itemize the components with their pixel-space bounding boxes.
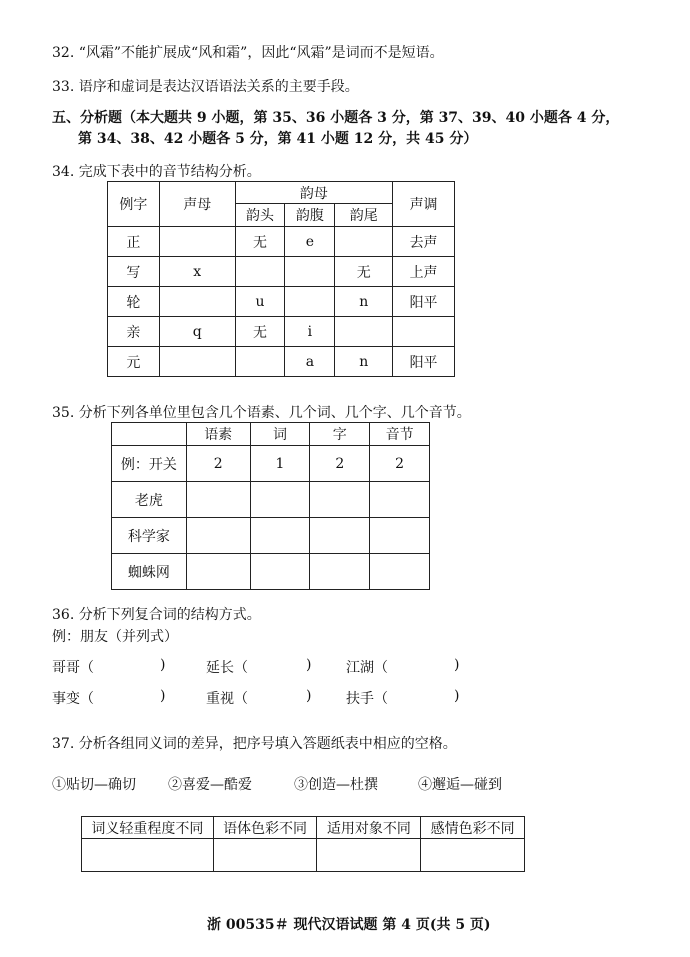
table-cell: 2 bbox=[370, 446, 430, 482]
header-cell: 语体色彩不同 bbox=[213, 817, 317, 839]
compound-word-item bbox=[346, 657, 388, 677]
table-cell: 阳平 bbox=[393, 287, 455, 317]
question-37-prompt: 37. 分析各组同义词的差异，把序号填入答题纸表中相应的空格。 bbox=[52, 736, 457, 752]
table-row bbox=[108, 257, 455, 287]
table-cell: u bbox=[235, 287, 285, 317]
table-cell bbox=[285, 287, 335, 317]
syllable-table bbox=[107, 181, 455, 377]
table-cell bbox=[335, 317, 393, 347]
question-36-prompt: 36. 分析下列复合词的结构方式。 bbox=[52, 607, 261, 623]
header-medial: 韵头 bbox=[235, 204, 285, 227]
header-ending: 韵尾 bbox=[335, 204, 393, 227]
answer-cell[interactable] bbox=[421, 839, 525, 872]
table-cell bbox=[186, 554, 250, 590]
table-cell bbox=[159, 347, 235, 377]
synonym-group: ②喜爱—酷爱 bbox=[168, 777, 252, 793]
table-cell bbox=[186, 482, 250, 518]
table-cell: 上声 bbox=[393, 257, 455, 287]
table-cell: 老虎 bbox=[112, 482, 187, 518]
table-cell: 无 bbox=[335, 257, 393, 287]
table-cell bbox=[370, 554, 430, 590]
table-cell bbox=[159, 227, 235, 257]
table-row bbox=[112, 446, 430, 482]
compound-word-item bbox=[52, 688, 94, 708]
synonym-answer-table bbox=[81, 816, 525, 872]
section-heading-line1: 五、分析题（本大题共 9 小题，第 35、36 小题各 3 分，第 37、39、40 小题各 4 分， bbox=[52, 110, 620, 126]
table-cell bbox=[285, 257, 335, 287]
table-row bbox=[112, 482, 430, 518]
compound-word-item bbox=[346, 688, 388, 708]
header-cell: 词 bbox=[250, 423, 310, 446]
synonym-group: ①贴切—确切 bbox=[52, 777, 136, 793]
table-cell: 1 bbox=[250, 446, 310, 482]
answer-cell[interactable] bbox=[317, 839, 421, 872]
compound-word: 重视（ bbox=[206, 691, 248, 707]
compound-word-item bbox=[52, 657, 94, 677]
header-cell: 适用对象不同 bbox=[317, 817, 421, 839]
compound-word: 哥哥（ bbox=[52, 660, 94, 676]
table-cell bbox=[250, 554, 310, 590]
table-cell: 写 bbox=[108, 257, 160, 287]
table-cell bbox=[250, 518, 310, 554]
table-row bbox=[108, 317, 455, 347]
compound-word: 江湖（ bbox=[346, 660, 388, 676]
table-cell: e bbox=[285, 227, 335, 257]
table-cell: 亲 bbox=[108, 317, 160, 347]
section-heading-line2: 第 34、38、42 小题各 5 分，第 41 小题 12 分，共 45 分） bbox=[78, 131, 478, 147]
table-cell bbox=[250, 482, 310, 518]
blank-close-paren: ) bbox=[306, 688, 312, 704]
compound-word-item bbox=[206, 657, 248, 677]
table-cell bbox=[310, 518, 370, 554]
blank-close-paren: ) bbox=[454, 688, 460, 704]
synonym-group: ③创造—杜撰 bbox=[294, 777, 378, 793]
table-row bbox=[108, 227, 455, 257]
table-cell bbox=[370, 482, 430, 518]
table-cell bbox=[393, 317, 455, 347]
blank-close-paren: ) bbox=[454, 657, 460, 673]
table-cell bbox=[310, 554, 370, 590]
header-tone: 声调 bbox=[393, 182, 455, 227]
question-32: 32. “风霜”不能扩展成“风和霜”，因此“风霜”是词而不是短语。 bbox=[52, 45, 444, 61]
question-36-example: 例：朋友（并列式） bbox=[52, 629, 178, 645]
answer-cell[interactable] bbox=[82, 839, 214, 872]
table-cell bbox=[335, 227, 393, 257]
header-cell: 音节 bbox=[370, 423, 430, 446]
table-cell: 科学家 bbox=[112, 518, 187, 554]
compound-word-item bbox=[206, 688, 248, 708]
table-cell: 无 bbox=[235, 227, 285, 257]
header-cell: 字 bbox=[310, 423, 370, 446]
table-cell: a bbox=[285, 347, 335, 377]
synonym-group: ④邂逅—碰到 bbox=[418, 777, 502, 793]
table-row bbox=[108, 347, 455, 377]
unit-analysis-table bbox=[111, 422, 430, 590]
table-cell: n bbox=[335, 287, 393, 317]
table-cell: 正 bbox=[108, 227, 160, 257]
table-cell: q bbox=[159, 317, 235, 347]
header-cell: 感情色彩不同 bbox=[421, 817, 525, 839]
table-cell: i bbox=[285, 317, 335, 347]
table-cell: 去声 bbox=[393, 227, 455, 257]
page-footer: 浙 00535＃ 现代汉语试题 第 4 页(共 5 页) bbox=[207, 917, 491, 933]
answer-cell[interactable] bbox=[213, 839, 317, 872]
table-cell bbox=[159, 287, 235, 317]
header-cell bbox=[112, 423, 187, 446]
table-cell: 2 bbox=[186, 446, 250, 482]
question-35-prompt: 35. 分析下列各单位里包含几个语素、几个词、几个字、几个音节。 bbox=[52, 405, 471, 421]
header-cell: 词义轻重程度不同 bbox=[82, 817, 214, 839]
compound-word: 延长（ bbox=[206, 660, 248, 676]
compound-word: 事变（ bbox=[52, 691, 94, 707]
header-final: 韵母 bbox=[235, 182, 393, 204]
table-row bbox=[82, 839, 525, 872]
table-cell bbox=[186, 518, 250, 554]
table-cell: 例：开关 bbox=[112, 446, 187, 482]
blank-close-paren: ) bbox=[306, 657, 312, 673]
table-cell: 轮 bbox=[108, 287, 160, 317]
table-cell: 无 bbox=[235, 317, 285, 347]
table-row bbox=[112, 518, 430, 554]
header-initial: 声母 bbox=[159, 182, 235, 227]
table-cell: 蜘蛛网 bbox=[112, 554, 187, 590]
table-cell: x bbox=[159, 257, 235, 287]
table-cell: n bbox=[335, 347, 393, 377]
table-cell bbox=[370, 518, 430, 554]
header-char: 例字 bbox=[108, 182, 160, 227]
table-cell: 阳平 bbox=[393, 347, 455, 377]
blank-close-paren: ) bbox=[160, 657, 166, 673]
header-cell: 语素 bbox=[186, 423, 250, 446]
table-cell bbox=[235, 347, 285, 377]
table-cell: 元 bbox=[108, 347, 160, 377]
table-cell bbox=[310, 482, 370, 518]
table-cell: 2 bbox=[310, 446, 370, 482]
table-row bbox=[108, 287, 455, 317]
table-cell bbox=[235, 257, 285, 287]
question-33: 33. 语序和虚词是表达汉语语法关系的主要手段。 bbox=[52, 79, 359, 95]
header-main: 韵腹 bbox=[285, 204, 335, 227]
compound-word: 扶手（ bbox=[346, 691, 388, 707]
blank-close-paren: ) bbox=[160, 688, 166, 704]
question-34-prompt: 34. 完成下表中的音节结构分析。 bbox=[52, 164, 261, 180]
table-row bbox=[112, 554, 430, 590]
